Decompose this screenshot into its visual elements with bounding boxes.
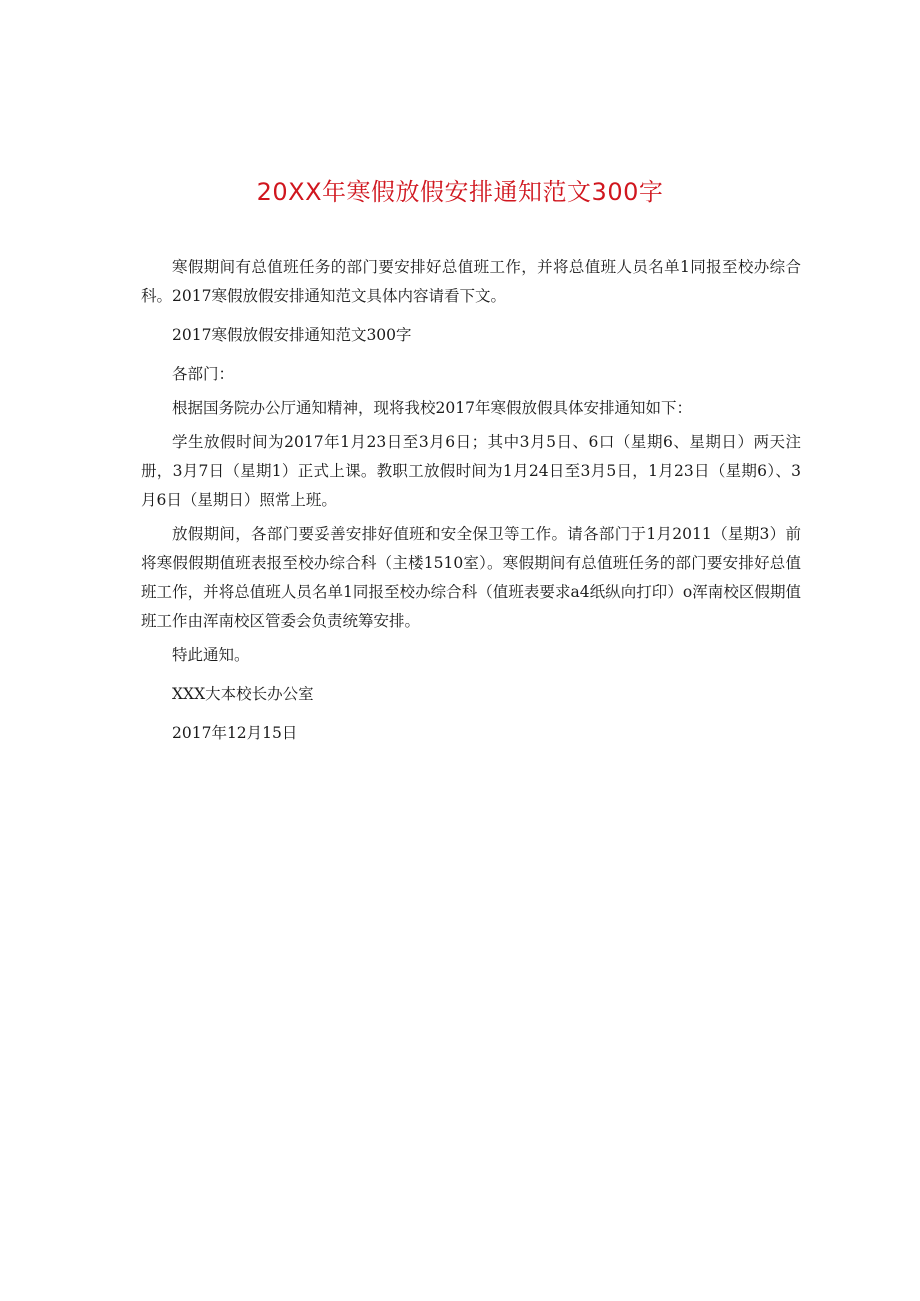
document-title: 20XX年寒假放假安排通知范文300字 [256, 178, 664, 206]
subtitle-line: 2017寒假放假安排通知范文300字 [172, 326, 412, 344]
issuer-office: XXX大本校长办公室 [172, 685, 314, 703]
closing-line: 特此通知。 [172, 646, 250, 664]
document-body [141, 253, 801, 756]
issue-date: 2017年12月15日 [172, 724, 298, 742]
student-schedule-paragraph: 学生放假时间为2017年1月23日至3月6日；其中3月5日、6口（星期6、星期日）两天注册，3月7日（星期1）正式上课。教职工放假时间为1月24日至3月5日，1月23日（星期6）、3月6日（星期日）照常上班。 [141, 433, 801, 509]
salutation: 各部门： [172, 365, 235, 383]
notice-intro: 根据国务院办公厅通知精神，现将我校2017年寒假放假具体安排通知如下： [172, 399, 692, 417]
duty-arrangement-paragraph: 放假期间，各部门要妥善安排好值班和安全保卫等工作。请各部门于1月2011（星期3）前将寒假假期值班表报至校办综合科（主楼1510室）。寒假期间有总值班任务的部门要安排好总值班工作，并将总值班人员名单1同报至校办综合科（值班表要求a4纸纵向打印）o浑南校区假期值班工作由浑南校区管委会负责统筹安排。 [141, 525, 801, 630]
intro-paragraph: 寒假期间有总值班任务的部门要安排好总值班工作，并将总值班人员名单1同报至校办综合科。2017寒假放假安排通知范文具体内容请看下文。 [141, 258, 801, 305]
